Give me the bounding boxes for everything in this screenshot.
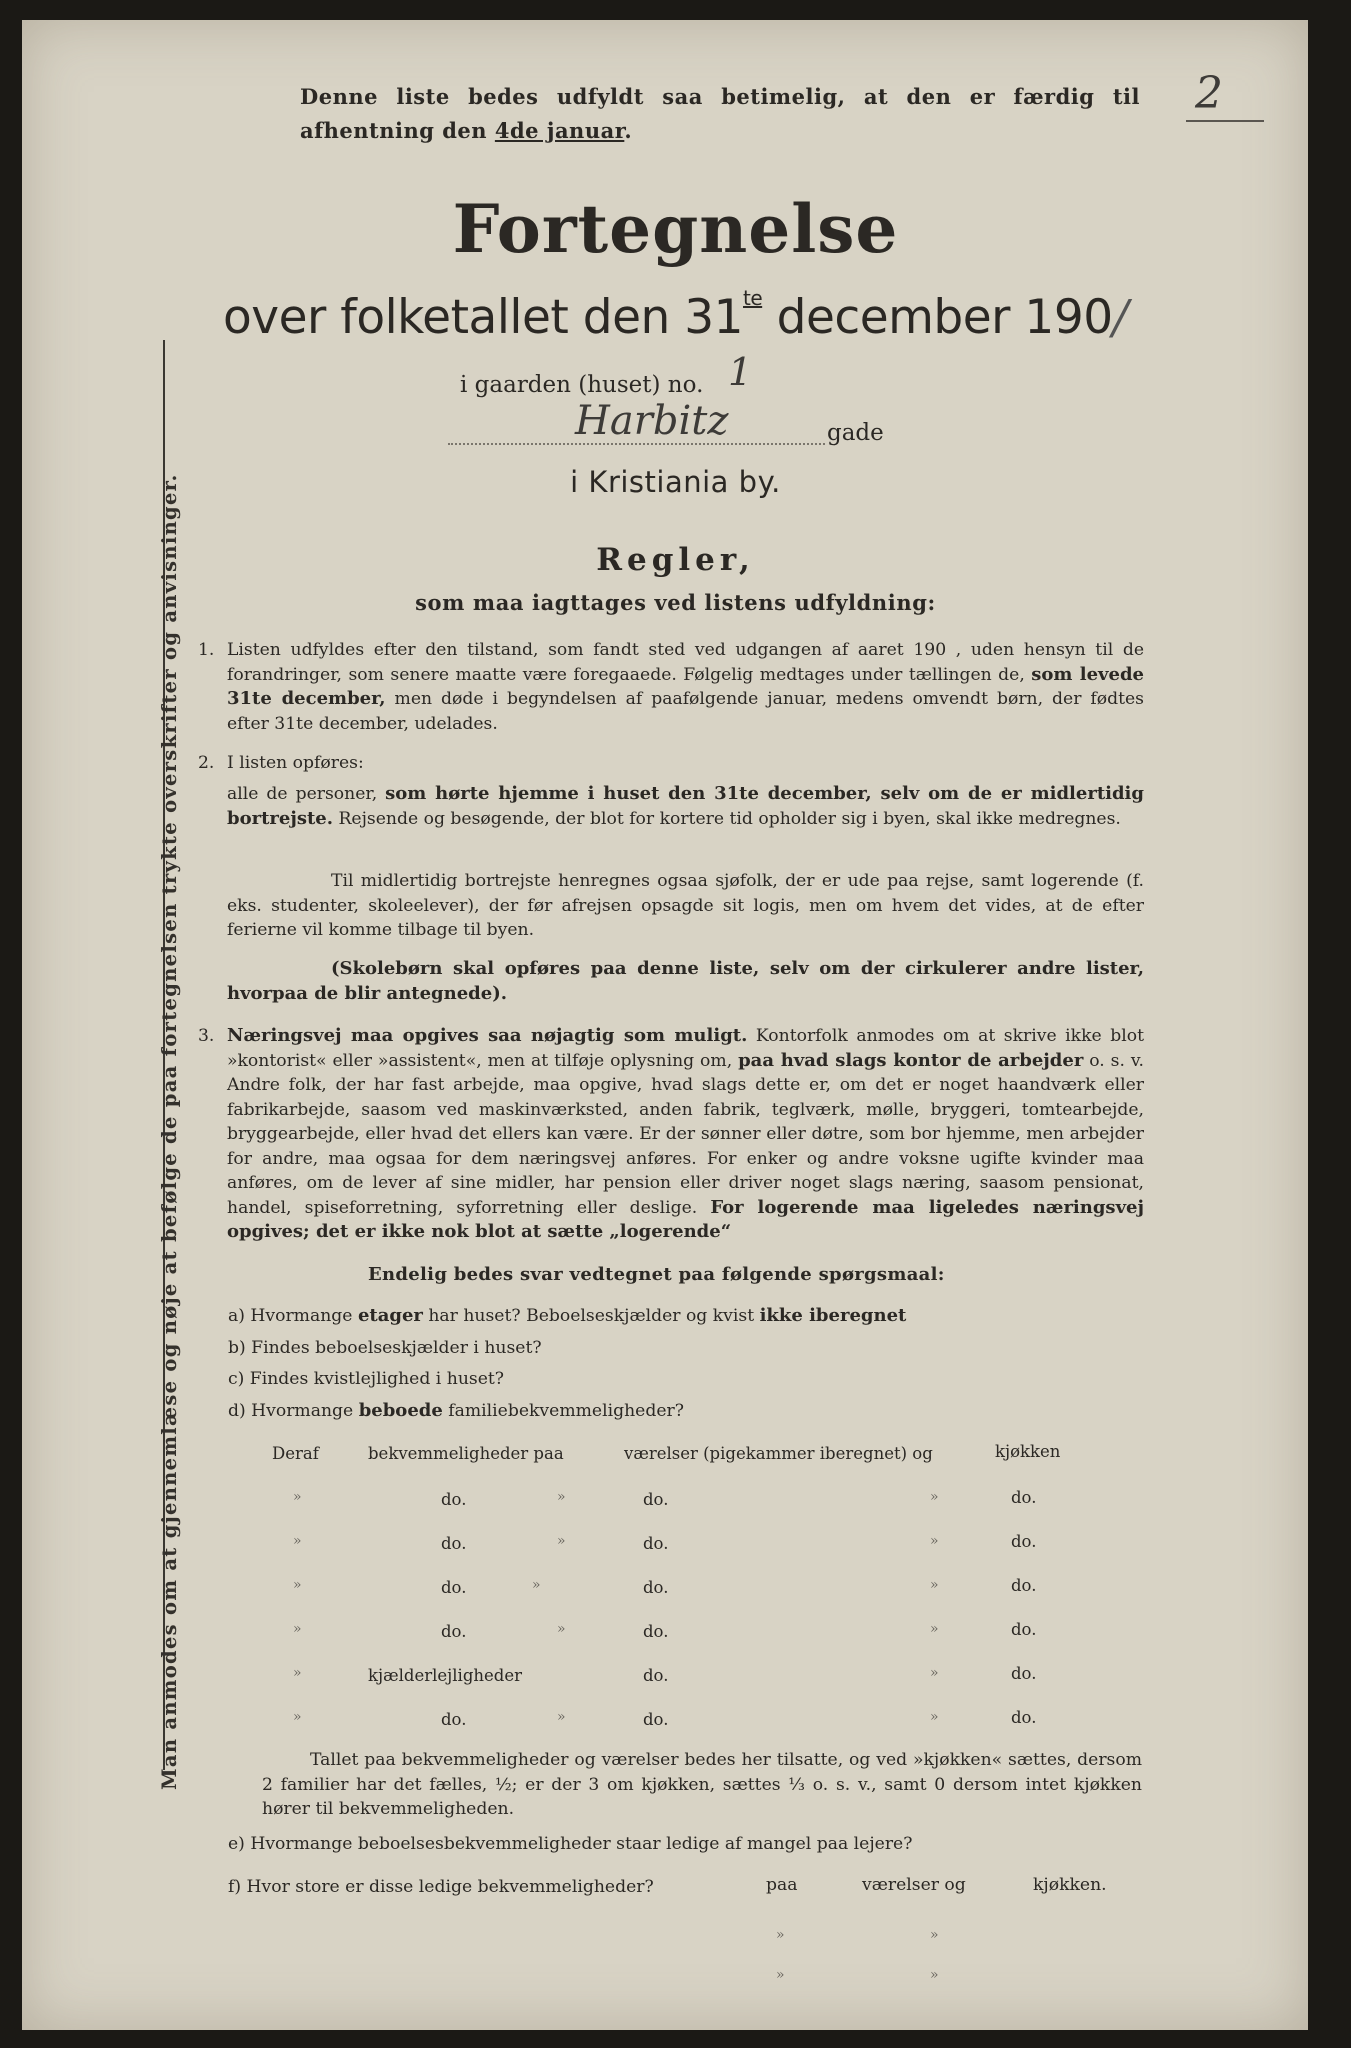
- form-title: Fortegnelse: [452, 190, 899, 268]
- rule-1-emphasis: som levede 31te december,: [227, 663, 1144, 709]
- delivery-notice: [300, 80, 1140, 148]
- page-number-underline: [1186, 120, 1264, 122]
- ditto-mark: »: [293, 1665, 302, 1681]
- table-row-1-rooms[interactable]: do.: [643, 1490, 669, 1509]
- table-row-4-kitchen[interactable]: do.: [1011, 1620, 1037, 1639]
- question-a: [228, 1305, 906, 1326]
- question-f: f) Hvor store er disse ledige bekvemmeligheder?: [228, 1877, 654, 1897]
- rule-2-number: 2.: [198, 753, 215, 773]
- rule-2-part-a: alle de personer,: [227, 784, 386, 804]
- notice-date: 4de januar: [494, 118, 625, 143]
- ditto-mark: »: [293, 1533, 302, 1549]
- rule-2-paragraph-3: (Skolebørn skal opføres paa denne liste, selv om der cirkulerer andre lister, hvorpaa de blir antegnede).: [227, 958, 1144, 1004]
- city-label: i Kristiania by.: [570, 465, 781, 499]
- question-f-paa: paa: [766, 1875, 798, 1895]
- rule-2-part-c: Rejsende og besøgende, der blot for kortere tid opholder sig i byen, skal ikke medregnes.: [333, 808, 1121, 829]
- handwritten-year-digit: /: [1112, 290, 1128, 345]
- table-row-5-rooms[interactable]: do.: [643, 1666, 669, 1685]
- house-number-value[interactable]: 1: [728, 350, 753, 394]
- table-row-5-type[interactable]: kjælderlejligheder: [368, 1666, 522, 1685]
- rule-2-emphasis: som hørte hjemme i huset den 31te december, selv om de er midlertidig bortrejste.: [227, 783, 1144, 829]
- ditto-mark: »: [557, 1621, 566, 1637]
- rule-3-number: 3.: [198, 1026, 215, 1046]
- table-row-4-rooms[interactable]: do.: [643, 1622, 669, 1641]
- ditto-mark: »: [557, 1533, 566, 1549]
- table-row-6-type[interactable]: do.: [441, 1710, 467, 1729]
- subtitle-superscript: te: [743, 286, 763, 310]
- question-d: [228, 1400, 684, 1421]
- question-a-prefix: a) Hvormange: [228, 1306, 358, 1326]
- table-header-units: bekvemmeligheder paa: [368, 1444, 564, 1463]
- ditto-mark: »: [930, 1967, 939, 1983]
- question-d-emphasis: beboede: [358, 1400, 443, 1421]
- ditto-mark: »: [930, 1533, 939, 1549]
- notice-line-2-prefix: afhentning den: [300, 118, 495, 143]
- ditto-mark: »: [930, 1665, 939, 1681]
- ditto-mark: »: [532, 1577, 541, 1593]
- form-subtitle: [0, 286, 1351, 345]
- table-header-kitchen: kjøkken: [995, 1442, 1061, 1461]
- question-d-prefix: d) Hvormange: [228, 1401, 359, 1421]
- table-row-3-rooms[interactable]: do.: [643, 1578, 669, 1597]
- table-row-2-rooms[interactable]: do.: [643, 1534, 669, 1553]
- rules-heading: Regler,: [596, 542, 755, 578]
- question-a-emphasis-2: ikke iberegnet: [759, 1305, 907, 1326]
- table-header-rooms: værelser (pigekammer iberegnet) og: [624, 1444, 933, 1463]
- ditto-mark: »: [930, 1489, 939, 1505]
- ditto-mark: »: [557, 1489, 566, 1505]
- question-e: e) Hvormange beboelsesbekvemmeligheder staar ledige af mangel paa lejere?: [228, 1834, 913, 1854]
- ditto-mark: »: [776, 1927, 785, 1943]
- rule-1-text: [227, 638, 1144, 736]
- table-row-3-type[interactable]: do.: [441, 1578, 467, 1597]
- table-row-1-kitchen[interactable]: do.: [1011, 1488, 1037, 1507]
- table-row-3-kitchen[interactable]: do.: [1011, 1576, 1037, 1595]
- table-row-6-kitchen[interactable]: do.: [1011, 1708, 1037, 1727]
- ditto-mark: »: [930, 1709, 939, 1725]
- rule-3-part-d: o. s. v. Andre folk, der har fast arbejde, maa opgive, hvad slags dette er, om det er noget haandværk eller fabrikarbejde, saasom ved maskinværksted, anden fabrik, teglværk, mølle, bryggeri, tomtearbejde, bryggearbejde, eller hvad det ellers kan være. Er der sønner eller døtre, som bor hjemme, men arbejder for andre, maa ogsaa for dem næringsvej anføres. For enker og andre voksne ugifte kvinder maa anføres, om de lever af sine midler, har pension eller driver noget slags næring, saasom pensionat, handel, spiseforretning, syforretning eller deslige.: [227, 1050, 1144, 1218]
- table-header-deraf: Deraf: [272, 1444, 319, 1463]
- rule-1-part-c: men døde i begyndelsen af paafølgende januar, medens omvendt børn, der fødtes efter 31te december, udelades.: [227, 689, 1144, 734]
- ditto-mark: »: [557, 1709, 566, 1725]
- subtitle-text: over folketallet den 31: [223, 290, 744, 345]
- rule-2-intro: I listen opføres:: [227, 753, 364, 773]
- table-row-6-rooms[interactable]: do.: [643, 1710, 669, 1729]
- questions-heading: Endelig bedes svar vedtegnet paa følgende spørgsmaal:: [368, 1264, 945, 1285]
- question-d-suffix: familiebekvemmeligheder?: [442, 1401, 684, 1421]
- rule-3-emphasis-1: Næringsvej maa opgives saa nøjagtig som muligt.: [227, 1025, 748, 1046]
- ditto-mark: »: [293, 1621, 302, 1637]
- question-a-emphasis-1: etager: [357, 1305, 423, 1326]
- street-name-value[interactable]: Harbitz: [575, 398, 729, 444]
- ditto-mark: »: [293, 1709, 302, 1725]
- notice-line-1: Denne liste bedes udfyldt saa betimelig, at den er færdig til: [300, 84, 1140, 109]
- question-f-rooms: værelser og: [862, 1875, 966, 1895]
- table-row-5-kitchen[interactable]: do.: [1011, 1664, 1037, 1683]
- ditto-mark: »: [930, 1927, 939, 1943]
- notice-line-2-suffix: .: [624, 118, 633, 143]
- rule-1-number: 1.: [198, 640, 215, 660]
- rule-3-part-b: Kontorfolk anmodes om at skrive ikke blot »kontorist« eller »assistent«, men at tilføje oplysning om,: [227, 1026, 1144, 1071]
- handwritten-page-number: 2: [1195, 68, 1223, 119]
- table-row-2-kitchen[interactable]: do.: [1011, 1532, 1037, 1551]
- rule-2-paragraph-2: Til midlertidig bortrejste henregnes ogsaa sjøfolk, der er ude paa rejse, samt logerende (f. eks. studenter, skoleelever), der før afrejsen opsagde sit logis, men om hvem det vides, at de efter ferierne vil komme tilbage til byen.: [227, 871, 1144, 940]
- side-instruction-text: Man anmodes om at gjennemlæse og nøje at befølge de paa fortegnelsen trykte overskrifter og anvisninger.: [158, 473, 181, 1790]
- fraction-note: Tallet paa bekvemmeligheder og værelser bedes her tilsatte, og ved »kjøkken« sættes, dersom 2 familier har det fælles, ½; er der 3 om kjøkken, sættes ⅓ o. s. v., samt 0 dersom intet kjøkken hører til bekvemmeligheden.: [262, 1750, 1142, 1819]
- ditto-mark: »: [776, 1967, 785, 1983]
- question-c: c) Findes kvistlejlighed i huset?: [228, 1369, 505, 1389]
- rule-1-part-a: Listen udfyldes efter den tilstand, som fandt sted ved udgangen af aaret 190 , uden hensyn til de forandringer, som senere maatte være foregaaede. Følgelig medtages under tællingen de,: [227, 640, 1144, 685]
- question-a-middle: har huset? Beboelseskjælder og kvist: [422, 1306, 760, 1326]
- ditto-mark: »: [930, 1577, 939, 1593]
- rule-3-text: [227, 1024, 1144, 1245]
- house-number-label: i gaarden (huset) no.: [460, 372, 704, 398]
- subtitle-month: december 190: [762, 290, 1113, 345]
- rule-2-text: [227, 782, 1144, 831]
- rule-3-emphasis-2: paa hvad slags kontor de arbejder: [738, 1049, 1084, 1071]
- table-row-2-type[interactable]: do.: [441, 1534, 467, 1553]
- ditto-mark: »: [930, 1621, 939, 1637]
- street-suffix-label: gade: [827, 420, 884, 446]
- ditto-mark: »: [293, 1577, 302, 1593]
- rule-3-emphasis-3: For logerende maa ligeledes næringsvej opgives; det er ikke nok blot at sætte „logerende“: [227, 1196, 1144, 1242]
- rules-subheading: som maa iagttages ved listens udfyldning:: [415, 590, 936, 615]
- ditto-mark: »: [293, 1489, 302, 1505]
- table-row-1-type[interactable]: do.: [441, 1490, 467, 1509]
- question-b: b) Findes beboelseskjælder i huset?: [228, 1338, 542, 1358]
- question-f-kitchen: kjøkken.: [1033, 1875, 1107, 1895]
- table-row-4-type[interactable]: do.: [441, 1622, 467, 1641]
